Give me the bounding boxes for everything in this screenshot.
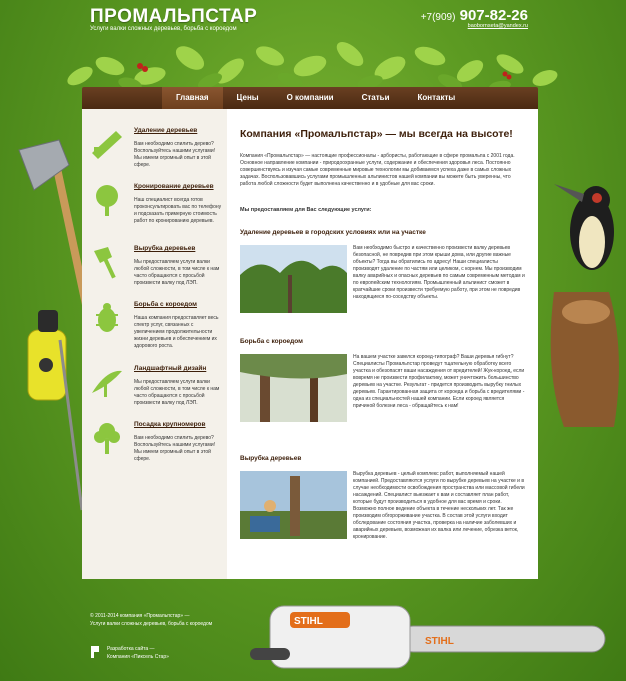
site-tagline: Услуги валки сложных деревьев, борьба с короедом: [90, 26, 237, 32]
nav-articles[interactable]: Статьи: [361, 93, 390, 102]
sidebar: [82, 109, 227, 579]
developer-logo-icon[interactable]: [90, 645, 101, 659]
chainsaw-illustration: [250, 598, 610, 678]
dev-line2: Компания «Пиксель Стар»: [107, 654, 169, 660]
services-lead: Мы предоставляем для Вас следующие услуги:: [240, 207, 372, 213]
saw-icon: [90, 127, 124, 161]
service-title[interactable]: Борьба с короедом: [134, 301, 197, 308]
service-title[interactable]: Кронирование деревьев: [134, 183, 214, 190]
beetle-icon: [90, 301, 124, 335]
service-item: [90, 421, 222, 463]
service-desc: Мы предоставляем услуги валки любой сложности, в том числе к нам часто обращаются с просьбой произвести валку под ЛЭП.: [134, 259, 220, 286]
dev-line1: Разработка сайта —: [107, 646, 155, 652]
service-item: [90, 245, 222, 287]
section-title: Удаление деревьев в городских условиях или на участке: [240, 229, 426, 236]
site-logo[interactable]: ПРОМАЛЬПСТАР: [90, 6, 258, 27]
section-photo: [240, 245, 353, 309]
nav-contacts[interactable]: Контакты: [417, 93, 456, 102]
landscape-icon: [90, 365, 124, 399]
svg-text:STIHL: STIHL: [294, 616, 323, 627]
phone-digits: 907-82-26: [459, 7, 528, 24]
axe-icon: [90, 245, 124, 279]
section-photo: [240, 471, 353, 535]
service-title[interactable]: Посадка крупномеров: [134, 421, 206, 428]
tree-crown-icon: [90, 183, 124, 217]
logging-photo: [240, 471, 347, 539]
phone-prefix: +7(909): [420, 12, 456, 23]
section-text: Вам необходимо быстро и качественно произвести валку деревьев безопасной, не повредив при этом крыши дома, или другие важные объекты? Тогда вы обратились по адресу! Наши специалисты производят удаление по частям или целиком, с корнем. Мы производим валку аварийных и опасных деревьев по самым современным методам и по европейским технологиям. Промышленный альпинист сможет в кратчайшие сроки произвести требуемую работу, при этом не повредив находящиеся по-соседству объекты.: [353, 245, 525, 300]
intro-text: Компания «Промальпстар» — настоящие профессионалы - арбористы, работающие в сфере промальпа с 2001 года. Основное направление компании - природоохранные услуги, содержание и обеспечения здоровья леса. Постоянно совершенствуясь и изучая самые современные мировые технологии мы добиваемся успеха даже в самых сложных задачах. Воспользовавшись услугами промышленных альпинистов нашей компании вы можете быть уверенны, что работа любой сложности будет выполнена качественно и в удобные для вас сроки.: [240, 153, 515, 187]
service-title[interactable]: Вырубка деревьев: [134, 245, 196, 252]
service-title[interactable]: Удаление деревьев: [134, 127, 198, 134]
tree-icon: [90, 421, 124, 455]
copyright-line2: Услуги валки сложных деревьев, борьба с короедом: [90, 621, 213, 627]
svg-text:STIHL: STIHL: [425, 636, 454, 647]
service-desc: Наш специалист всегда готов проконсультировать вас по телефону и подсказать примерную стоимость работ по кронированию деревьев.: [134, 197, 222, 224]
nav-about[interactable]: О компании: [286, 93, 334, 102]
service-item: [90, 127, 222, 169]
developer-credit[interactable]: [107, 645, 237, 661]
service-item: [90, 183, 222, 225]
page-title: Компания «Промальпстар» — мы всегда на высоте!: [240, 128, 513, 140]
section-photo: [240, 354, 353, 418]
bark-beetle-photo: [240, 354, 347, 422]
section-body: [240, 245, 525, 309]
service-desc: Вам необходимо спилить дерево? Воспользуйтесь нашими услугами! Мы имеем огромный опыт в этой сфере.: [134, 435, 215, 462]
service-desc: Наша компания предоставляет весь спектр услуг, связанных с увеличением продолжительности жизни деревьев и обеспечением их здорового роста.: [134, 315, 219, 349]
service-title[interactable]: Ландшафтный дизайн: [134, 365, 207, 372]
main-nav: [82, 87, 538, 109]
page-body: [82, 109, 538, 579]
service-desc: Мы предоставляем услуги валки любой сложности, в том числе к нам часто обращаются с просьбой произвести валку под ЛЭП.: [134, 379, 220, 406]
service-item: [90, 365, 222, 407]
sprayer-illustration: [20, 280, 90, 520]
section-body: [240, 471, 525, 541]
section-title: Борьба с короедом: [240, 338, 303, 345]
nav-home[interactable]: Главная: [162, 87, 223, 109]
section-text: Вырубка деревьев - целый комплекс работ, выполняемый нашей компанией. Предоставляются услуги по вырубке деревьев на участке и в случае необходимости освобождения пространства или массовой гибели насаждений. Специалист выезжает к вам и составляет план работ, которые будут производиться в удобное для вас время и сроки. Возможно полное ведение объекта в течение нескольких лет. Так же производим обгорорживание участка. В состав этой услуги входит обследование состояния участка, проверка на наличие заболевших и аварийных деревьев, возможная их валка или лечение, обрезка веток, кронирование.: [353, 471, 525, 540]
phone-number: [421, 7, 528, 24]
section-body: [240, 354, 525, 418]
woodpecker-illustration: [534, 172, 626, 432]
nav-prices[interactable]: Цены: [236, 93, 259, 102]
service-item: [90, 301, 222, 350]
section-title: Вырубка деревьев: [240, 455, 302, 462]
email-link[interactable]: baobornseta@yandex.ru: [467, 23, 528, 29]
section-text: На вашем участке завелся короед-типограф? Ваши деревья гибнут? Специалисты Промальпстар проведут тщательную обработку всего участка и обезопасят ваши насаждения от вредителей! Жук-короед, если вовремя не произвести профилактику, может уничтожить большинство деревьев на участке. Результат - придется производить вырубку гнилых деревьев. Гарантированная защита от короеда и борьба с вредителями - одна из специальностей нашей компании. Если короед является причиной болезни леса - обращайтесь к нам!: [353, 354, 525, 409]
copyright-line1: © 2011-2014 компания «Промальпстар» —: [90, 613, 190, 619]
copyright: [90, 612, 250, 628]
service-desc: Вам необходимо спилить дерево? Воспользуйтесь нашими услугами! Мы имеем огромный опыт в этой сфере.: [134, 141, 215, 168]
trees-photo: [240, 245, 347, 313]
